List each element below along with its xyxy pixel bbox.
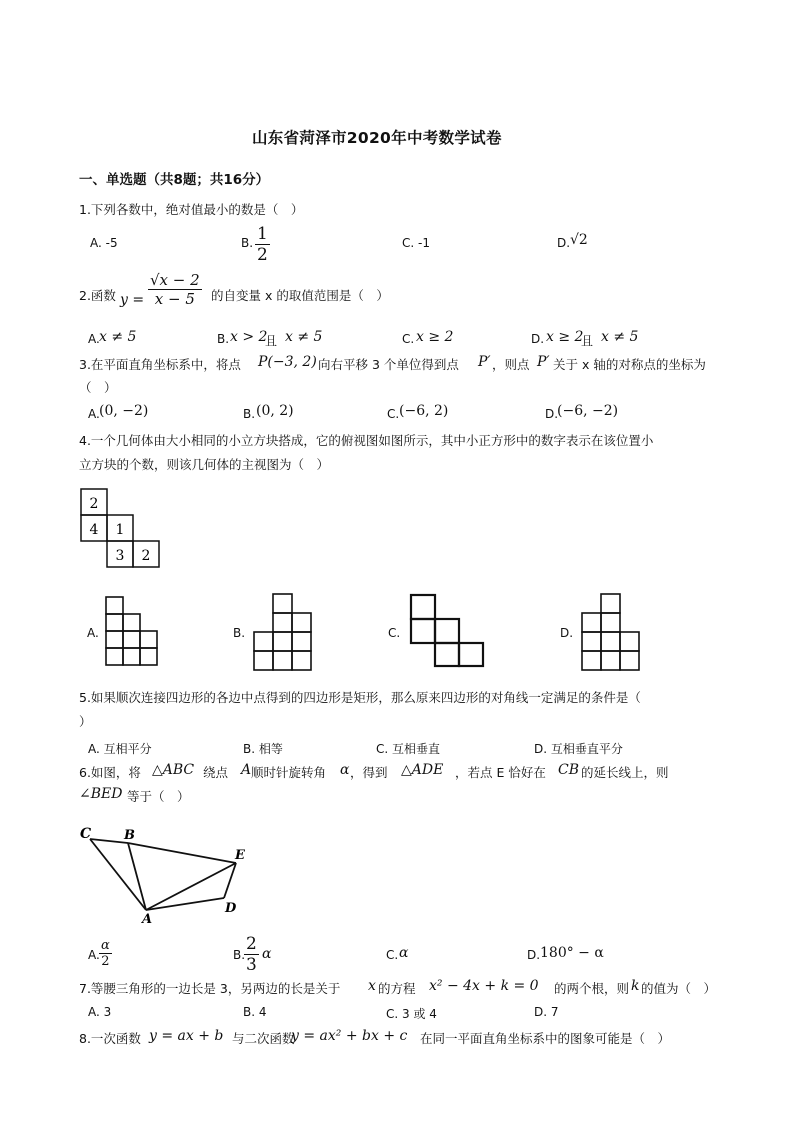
q7-equation: x² − 4x + k = 0 [429,978,539,994]
q6-stem-p1: 6.如图，将 [79,765,141,780]
q6-option-a-fraction [99,938,112,969]
q8-stem-p3: 在同一平面直角坐标系中的图象可能是（ ） [420,1031,671,1046]
q3-stem-a: 3.在平面直角坐标系中，将点 [79,357,241,372]
q4-grid-num-2: 4 [89,522,99,538]
q5-option-b[interactable]: B. 相等 [243,742,283,756]
q7-var-k: k [631,978,640,994]
q6-a-numerator: α [101,938,110,953]
q8-quadratic-function: y = ax² + bx + c [291,1028,408,1044]
q4-top-view-figure [76,484,166,572]
q4-stem-2: 立方块的个数，则该几何体的主视图为（ ） [79,457,330,472]
q1-option-b[interactable]: B. [241,236,254,250]
q2-y: y = [120,292,145,308]
q6-option-c[interactable]: C. [386,948,399,962]
q4-option-d[interactable]: D. [560,626,574,640]
q2-option-d[interactable]: D. [531,332,545,346]
q4-grid-num-3: 1 [115,522,125,538]
q6-option-b-alpha: α [262,946,272,962]
q6-label-b: B [124,828,135,843]
q6-label-e: E [235,848,245,863]
q7-var-x: x [368,978,376,994]
q4-option-a[interactable]: A. [87,626,99,640]
q3-point-p1: P′ [478,354,491,370]
q3-point-p: P(−3, 2) [258,354,317,370]
q6-stem-p3: 顺时针旋转角 [251,765,327,780]
q5-option-c[interactable]: C. 互相垂直 [376,742,441,756]
q3-option-a[interactable]: A. [88,407,100,421]
q6-label-c: C [80,826,92,842]
q1-stem: 1.下列各数中，绝对值最小的数是（ ） [79,202,304,217]
q4-option-d-figure [580,592,644,672]
q1-option-c[interactable]: C. -1 [402,236,430,250]
q5-stem-1: 5.如果顺次连接四边形的各边中点得到的四边形是矩形，那么原来四边形的对角线一定满足的条件是（ [79,690,641,705]
q7-stem-p3: 的两个根，则 [554,981,630,996]
q3-point-p2: P′ [537,354,550,370]
q6-stem-p7: 等于（ ） [127,789,190,804]
q6-segment-cb: CB [558,762,579,778]
q2-option-c-expr: x ≥ 2 [416,329,454,345]
q7-option-b[interactable]: B. 4 [243,1005,267,1019]
q6-stem-p2: 绕点 [203,765,229,780]
q3-stem-c: ，则点 [492,357,530,372]
q4-grid-num-4: 3 [115,548,125,564]
q1-option-d[interactable]: D. [557,236,571,250]
q6-stem-p5: ，若点 E 恰好在 [455,765,546,780]
q6-triangle-ade: △ADE [401,762,444,778]
q2-numerator: √x − 2 [150,271,200,289]
q6-label-a: A [142,912,153,924]
q6-a-denominator: 2 [101,954,110,969]
q1-option-b-fraction [255,224,270,265]
q6-triangle-figure [76,824,256,924]
q2-denominator: x − 5 [154,290,195,308]
q4-stem-1: 4.一个几何体由大小相同的小立方块搭成，它的俯视图如图所示，其中小正方形中的数字表示在该位置小 [79,433,654,448]
q1-b-numerator: 1 [257,224,268,244]
q2-option-b[interactable]: B. [217,332,230,346]
q3-stem-d: 关于 x 轴的对称点的坐标为 [553,357,706,372]
page-title: 山东省菏泽市2020年中考数学试卷 [252,129,502,147]
q5-option-a[interactable]: A. 互相平分 [88,742,152,756]
q6-option-b[interactable]: B. [233,948,246,962]
q7-option-c[interactable]: C. 3 或 4 [386,1007,437,1021]
q2-option-b-expr1: x > 2 [230,329,268,345]
q5-option-d[interactable]: D. 互相垂直平分 [534,742,623,756]
q7-option-a[interactable]: A. 3 [88,1005,112,1019]
q2-option-c[interactable]: C. [402,332,415,346]
q7-stem-p2: 的方程 [378,981,416,996]
q6-point-a: A [241,762,252,778]
q4-option-c[interactable]: C. [388,626,401,640]
q6-b-numerator: 2 [246,934,257,954]
q3-option-c[interactable]: C. [387,407,400,421]
q4-grid-num-5: 2 [141,548,151,564]
q2-option-d-and: 且 [581,334,594,348]
q6-triangle-abc: △ABC [152,762,195,778]
q6-option-a[interactable]: A. [88,948,100,962]
q4-option-a-figure [104,595,160,667]
q6-option-d-expr: 180° − α [540,945,604,961]
q6-angle-bed: ∠BED [79,786,123,802]
q2-option-b-expr2: x ≠ 5 [285,329,323,345]
q6-stem-p6: 的延长线上，则 [581,765,669,780]
q3-option-d-expr: (−6, −2) [557,403,619,419]
q3-stem-2: （ ） [79,380,117,395]
q2-option-a-expr: x ≠ 5 [99,329,137,345]
q1-b-denominator: 2 [257,245,268,265]
q3-stem-b: 向右平移 3 个单位得到点 [318,357,459,372]
q6-label-d: D [225,901,237,916]
q3-option-c-expr: (−6, 2) [399,403,449,419]
q6-option-d[interactable]: D. [527,948,541,962]
q7-stem-p1: 7.等腰三角形的一边长是 3，另两边的长是关于 [79,981,341,996]
q8-linear-function: y = ax + b [149,1028,224,1044]
q3-option-b[interactable]: B. [243,407,256,421]
q3-option-b-expr: (0, 2) [256,403,294,419]
q2-stem-post: 的自变量 x 的取值范围是（ ） [211,288,389,303]
q7-stem-p4: 的值为（ ） [641,981,717,996]
q4-option-b-figure [252,592,314,672]
q2-fraction [148,271,202,308]
q2-option-b-and: 且 [265,334,278,348]
q5-stem-2: ） [79,714,92,729]
q6-option-b-fraction [244,934,259,975]
q6-option-c-expr: α [399,945,409,961]
section-heading: 一、单选题（共8题；共16分） [79,172,270,188]
q2-stem-pre: 2.函数 [79,288,116,303]
q2-option-a[interactable]: A. [88,332,100,346]
q2-option-d-expr1: x ≥ 2 [546,329,584,345]
q3-option-d[interactable]: D. [545,407,559,421]
q6-stem-p4: ，得到 [350,765,388,780]
q6-b-denominator: 3 [246,955,257,975]
q4-option-b[interactable]: B. [233,626,246,640]
q4-grid-num-1: 2 [89,496,99,512]
q6-alpha: α [340,762,350,778]
q3-option-a-expr: (0, −2) [99,403,149,419]
q7-option-d[interactable]: D. 7 [534,1005,559,1019]
q4-option-c-figure [408,592,488,670]
q8-stem-p1: 8.一次函数 [79,1031,141,1046]
q1-option-d-expr: √2 [570,232,588,248]
q8-stem-p2: 与二次函数 [232,1031,295,1046]
q2-option-d-expr2: x ≠ 5 [601,329,639,345]
q1-option-a[interactable]: A. -5 [90,236,118,250]
